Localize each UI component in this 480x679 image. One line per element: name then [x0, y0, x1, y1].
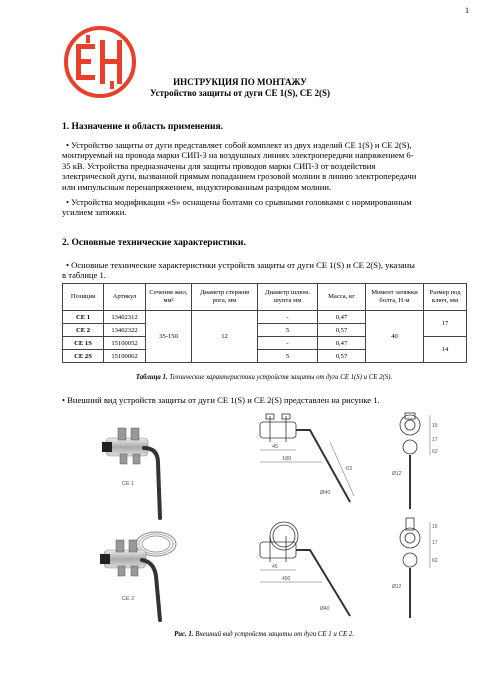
- table-cell-key: 17: [424, 311, 467, 337]
- ce2-drawing-side: [250, 520, 360, 625]
- dim-label: 15: [432, 524, 438, 530]
- table-cell-shunt: -: [258, 311, 318, 324]
- table-cell-mass: 0,57: [318, 324, 366, 337]
- table-header: Момент затяжки болта, Н·м: [366, 284, 424, 311]
- table-cell-shunt: -: [258, 337, 318, 350]
- table-cell-position: СЕ 2: [63, 324, 104, 337]
- table-cell-shunt: 5: [258, 350, 318, 363]
- section-1-paragraph-2: • Устройства модификации «S» оснащены болтами со срывными головками с нормированным усилием затяжки.: [62, 197, 412, 218]
- table-header: Артикул: [104, 284, 146, 311]
- table-header: Сечения жил, мм²: [146, 284, 192, 311]
- ce1-drawing-side: [250, 412, 360, 512]
- dim-label: 45: [272, 564, 278, 570]
- ce1-photo: [98, 418, 193, 528]
- section-2-paragraph: • Основные технические характеристики устройств защиты от дуги СЕ 1(S) и СЕ 2(S), указаны в таблице 1.: [62, 260, 415, 281]
- table-header: Позиция: [63, 284, 104, 311]
- section-1-heading: 1. Назначение и область применения.: [62, 122, 223, 132]
- dim-label: Ø40: [320, 606, 330, 612]
- dim-label: Ø40: [320, 490, 331, 496]
- table-cell-article: 13402312: [104, 311, 146, 324]
- specs-table: [62, 283, 467, 363]
- ce1-label: CE 1: [122, 481, 135, 487]
- ce2-drawing-front: [380, 512, 450, 622]
- table-cell-mass: 0,57: [318, 350, 366, 363]
- dim-label: Ø12: [392, 584, 402, 590]
- dim-label: 17: [432, 540, 438, 546]
- table-cell-rod: 12: [192, 311, 258, 363]
- table-cell-mass: 0,47: [318, 311, 366, 324]
- dim-label: 45: [272, 444, 279, 450]
- table-header-row: [63, 284, 467, 311]
- section-1-paragraph-1: • Устройство защиты от дуги представляет собой комплект из двух изделий СЕ 1(S) и СЕ 2(S), монтируемый на провода марки СИП-3 на воздушных линиях электропередачи напряжением 6- 35 кВ. Устройства предназначены для защиты проводов марки СИП-3 от воздействия электрической дуги, вызванной прямым попаданием грозовой молнии в линию электропередачи или импульсным перенапряжением, индуктированным разрядом молнии.: [62, 140, 417, 192]
- table-header: Диаметр шлюм. шунта мм: [258, 284, 318, 311]
- table-cell-article: 15100052: [104, 337, 146, 350]
- ce1-drawing-front: [380, 405, 450, 515]
- dim-label: 63: [346, 466, 353, 472]
- table-cell-key: 14: [424, 337, 467, 363]
- dim-label: 400: [282, 576, 291, 582]
- table-cell-article: 15100062: [104, 350, 146, 363]
- table-header: Размер под ключ, мм: [424, 284, 467, 311]
- table-cell-position: СЕ 2S: [63, 350, 104, 363]
- table-header: Диаметр стержня рога, мм: [192, 284, 258, 311]
- figure-caption: Рис. 1. Внешний вид устройств защиты от дуги СЕ 1 и СЕ 2.: [174, 631, 354, 638]
- table-cell-shunt: 5: [258, 324, 318, 337]
- dim-label: Ø12: [392, 471, 402, 477]
- table-cell-section: 35-150: [146, 311, 192, 363]
- dim-label: 62: [432, 558, 438, 564]
- dim-label: 15: [432, 423, 438, 429]
- document-subtitle: Устройство защиты от дуги СЕ 1(S), СЕ 2(S): [149, 88, 331, 98]
- page-number: 1: [465, 6, 469, 15]
- section-2-heading: 2. Основные технические характеристики.: [62, 238, 246, 248]
- table-cell-torque: 40: [366, 311, 424, 363]
- dim-label: 62: [432, 449, 438, 455]
- table-cell-mass: 0,47: [318, 337, 366, 350]
- table-row: [63, 311, 467, 324]
- ce2-photo: [98, 528, 193, 628]
- table-caption: Таблица 1. Технические характеристики устройств защиты от дуги СЕ 1(S) и СЕ 2(S).: [135, 374, 393, 381]
- dim-label: 180: [282, 456, 292, 462]
- table-cell-position: СЕ 1: [63, 311, 104, 324]
- dim-label: 17: [432, 437, 438, 443]
- figure-intro: • Внешний вид устройств защиты от дуги СЕ 1(S) и СЕ 2(S) представлен на рисунке 1.: [62, 395, 380, 405]
- table-cell-position: СЕ 1S: [63, 337, 104, 350]
- table-header: Масса, кг: [318, 284, 366, 311]
- ce2-label: CE 2: [122, 596, 135, 602]
- table-cell-article: 13402322: [104, 324, 146, 337]
- document-title: ИНСТРУКЦИЯ ПО МОНТАЖУ: [173, 77, 307, 87]
